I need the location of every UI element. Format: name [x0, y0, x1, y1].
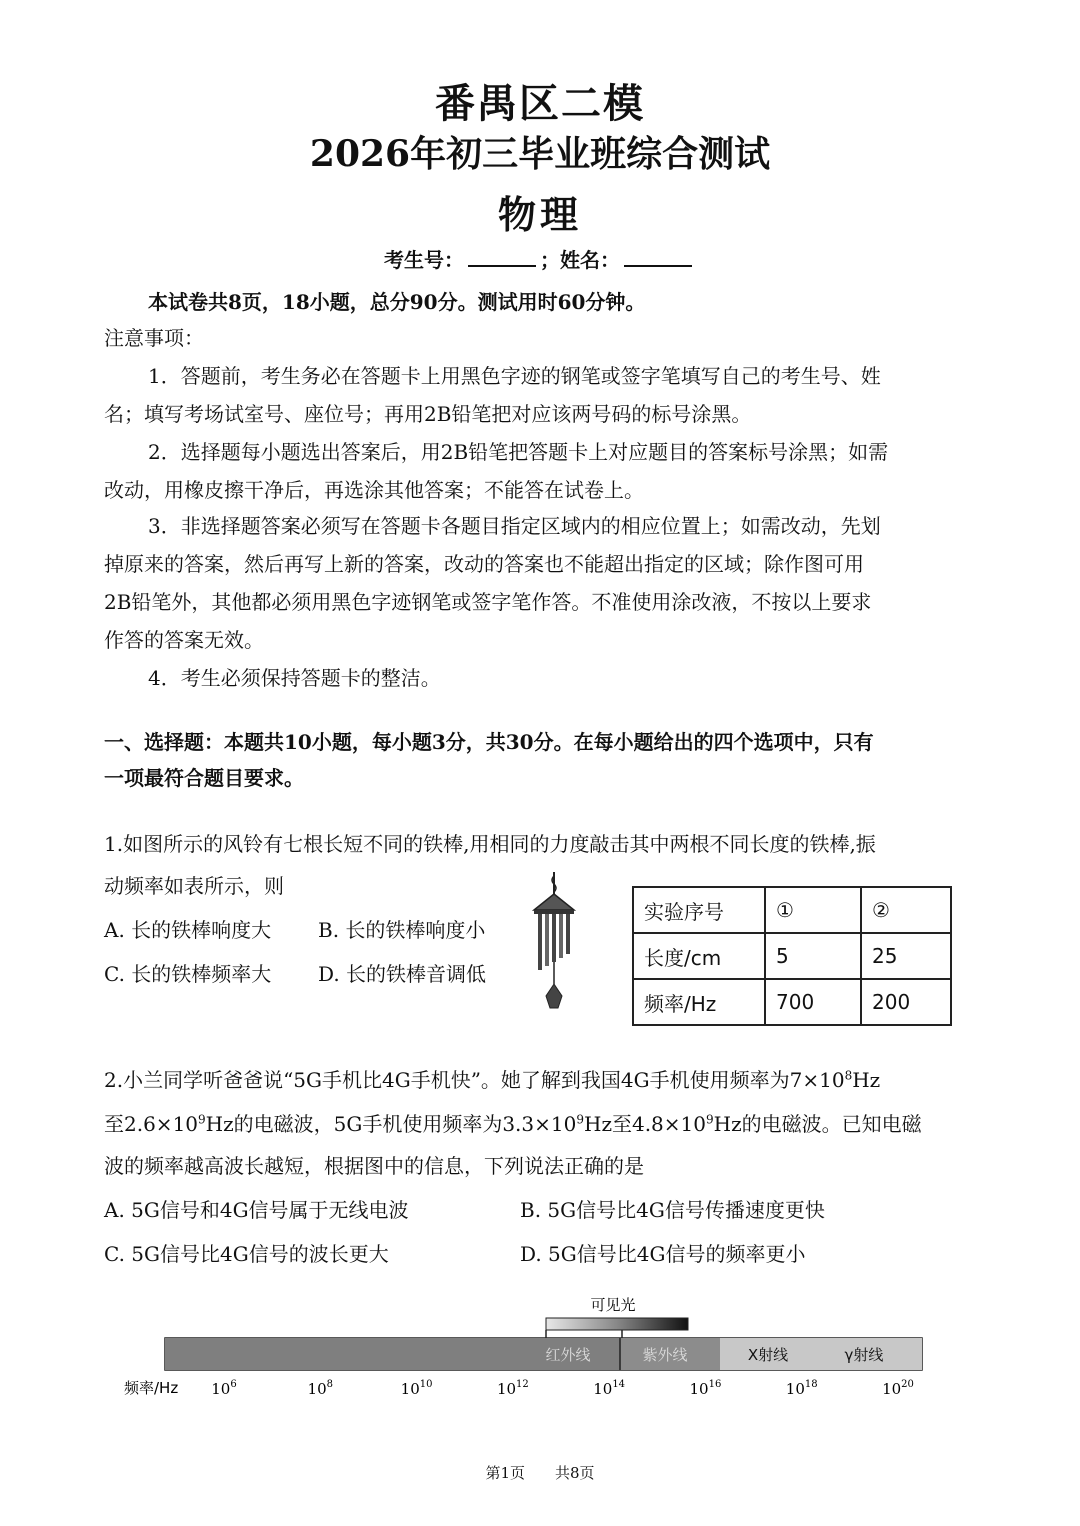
frequency-tick-label: $10^6$ [211, 1379, 237, 1398]
q1-option-d: D. 长的铁棒音调低 [318, 962, 487, 986]
frequency-tick-label: $10^{16}$ [689, 1379, 722, 1398]
candidate-name-blank[interactable] [624, 247, 692, 267]
q1-stem-line-1: 1.如图所示的风铃有七根长短不同的铁棒,用相同的力度敲击其中两根不同长度的铁棒,振 [104, 832, 876, 856]
q1-option-c: C. 长的铁棒频率大 [104, 962, 272, 986]
note-3-line-1: 3．非选择题答案必须写在答题卡各题目指定区域内的相应位置上；如需改动，先划 [148, 514, 881, 538]
wind-chime-illustration [526, 872, 582, 1012]
candidate-id-blank[interactable] [468, 247, 536, 267]
ultraviolet-label: 紫外线 [642, 1346, 688, 1364]
visible-light-band [546, 1318, 688, 1330]
subject-title: 物理 [497, 192, 582, 237]
frequency-tick-label: $10^8$ [307, 1379, 334, 1398]
candidate-id-label: 考生号： [384, 248, 464, 272]
frequency-tick-label: $10^{14}$ [593, 1379, 626, 1398]
frequency-tick-label: $10^{12}$ [496, 1379, 529, 1398]
x-ray-label: X射线 [747, 1346, 789, 1364]
infrared-label: 红外线 [545, 1346, 591, 1364]
q2-line2-text-c: Hz至4.8×10 [584, 1112, 706, 1136]
page-footer: 第1页 共8页 [485, 1464, 595, 1482]
table-cell: 频率/Hz [633, 979, 765, 1025]
q2-stem-line-1 [104, 1062, 880, 1098]
q2-line1-exponent: 8 [844, 1068, 853, 1083]
gamma-ray-label: γ射线 [844, 1346, 884, 1364]
note-1-line-2: 名；填写考场试室号、座位号；再用2B铅笔把对应该两号码的标号涂黑。 [104, 402, 752, 426]
note-2-line-2: 改动，用橡皮擦干净后，再选涂其他答案；不能答在试卷上。 [104, 478, 644, 502]
section-1-line-2: 一项最符合题目要求。 [104, 766, 304, 790]
frequency-tick-label: $10^{10}$ [400, 1379, 433, 1398]
q2-line2-text-a: 至2.6×10 [104, 1112, 199, 1136]
q2-stem-line-3: 波的频率越高波长越短，根据图中的信息，下列说法正确的是 [104, 1154, 644, 1178]
note-4: 4．考生必须保持答题卡的整洁。 [148, 666, 441, 690]
table-row [633, 887, 951, 933]
q2-line2-exponent-2: 9 [576, 1112, 584, 1127]
exam-summary: 本试卷共8页，18小题，总分90分。测试用时60分钟。 [148, 290, 646, 314]
visible-light-label: 可见光 [590, 1296, 636, 1314]
q2-option-c: C. 5G信号比4G信号的波长更大 [104, 1242, 389, 1266]
q2-stem-line-2 [104, 1106, 922, 1142]
q2-option-b: B. 5G信号比4G信号传播速度更快 [520, 1198, 825, 1222]
frequency-tick-label: $10^{20}$ [882, 1379, 914, 1398]
q2-option-d: D. 5G信号比4G信号的频率更小 [520, 1242, 806, 1266]
exam-title: 2026年初三毕业班综合测试 [309, 133, 771, 175]
q1-option-a: A. 长的铁棒响度大 [104, 918, 272, 942]
note-3-line-4: 作答的答案无效。 [104, 628, 264, 652]
q2-line1-text: 2.小兰同学听爸爸说“5G手机比4G手机快”。她了解到我国4G手机使用频率为7×10 [104, 1068, 845, 1092]
q1-option-b: B. 长的铁棒响度小 [318, 918, 486, 942]
section-1-line-1: 一、选择题：本题共10小题，每小题3分，共30分。在每小题给出的四个选项中，只有 [104, 730, 874, 754]
q2-line2-text-d: Hz的电磁波。已知电磁 [713, 1112, 922, 1136]
table-header-cell: ① [765, 887, 861, 933]
em-spectrum-diagram [108, 1290, 938, 1410]
candidate-id-line [0, 244, 1080, 273]
table-cell: 5 [765, 933, 861, 979]
table-cell: 200 [861, 979, 951, 1025]
q2-line1-unit: Hz [852, 1068, 881, 1092]
q2-line2-exponent-1: 9 [198, 1112, 206, 1127]
note-3-line-2: 掉原来的答案，然后再写上新的答案，改动的答案也不能超出指定的区域；除作图可用 [104, 552, 864, 576]
note-3-line-3: 2B铅笔外，其他都必须用黑色字迹钢笔或签字笔作答。不准使用涂改液，不按以上要求 [104, 590, 872, 614]
table-header-cell: ② [861, 887, 951, 933]
q1-frequency-table [632, 886, 952, 1026]
table-cell: 25 [861, 933, 951, 979]
table-cell: 700 [765, 979, 861, 1025]
table-header-cell: 实验序号 [633, 887, 765, 933]
table-row [633, 933, 951, 979]
q2-line2-exponent-3: 9 [706, 1112, 714, 1127]
note-1-line-1: 1．答题前，考生务必在答题卡上用黑色字迹的钢笔或签字笔填写自己的考生号、姓 [148, 364, 881, 388]
q1-stem-line-2: 动频率如表所示，则 [104, 874, 284, 898]
table-row [633, 979, 951, 1025]
notice-title: 注意事项： [104, 326, 204, 350]
exam-region-title: 番禺区二模 [435, 80, 645, 127]
table-cell: 长度/cm [633, 933, 765, 979]
q2-line2-text-b: Hz的电磁波，5G手机使用频率为3.3×10 [205, 1112, 577, 1136]
candidate-name-label: ；姓名： [540, 248, 620, 272]
q2-option-a: A. 5G信号和4G信号属于无线电波 [104, 1198, 409, 1222]
frequency-tick-labels [211, 1379, 914, 1398]
note-2-line-1: 2．选择题每小题选出答案后，用2B铅笔把答题卡上对应题目的答案标号涂黑；如需 [148, 440, 889, 464]
frequency-axis-label: 频率/Hz [124, 1379, 179, 1397]
frequency-tick-label: $10^{18}$ [785, 1379, 818, 1398]
